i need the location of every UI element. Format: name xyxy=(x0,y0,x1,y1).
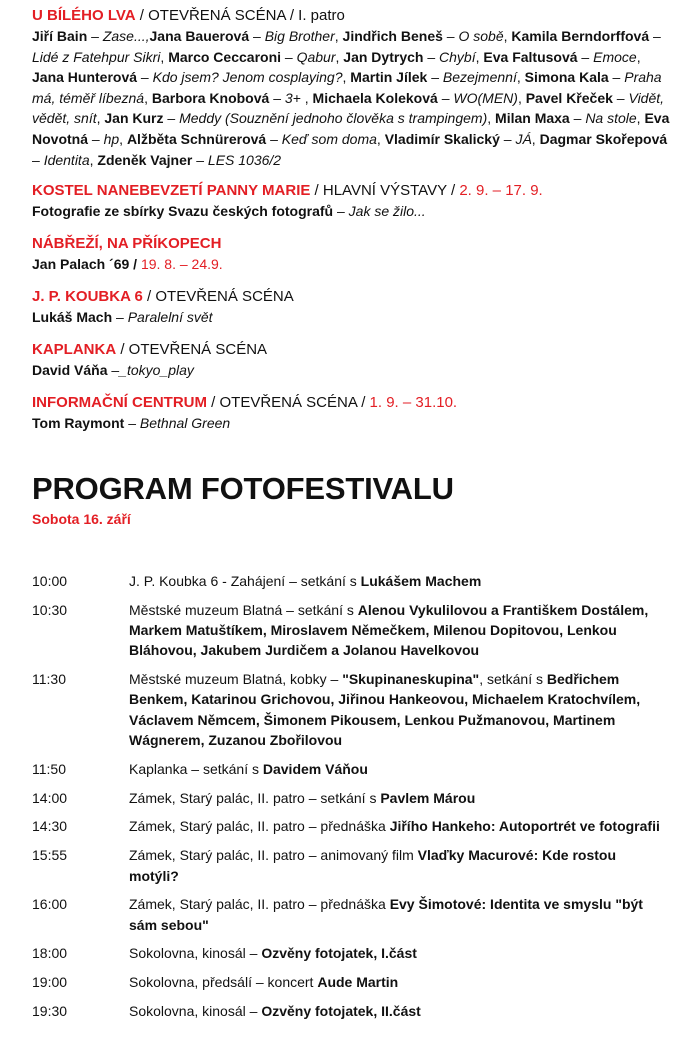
schedule-row xyxy=(32,788,672,808)
text-run: , xyxy=(119,130,127,147)
text-run: – xyxy=(333,203,349,220)
venue-informacni-centrum xyxy=(32,393,672,433)
exhibitors-list xyxy=(32,360,672,380)
text-run: , xyxy=(300,89,313,106)
venue-kostel xyxy=(32,181,672,221)
bold-text: Zdeněk Vajner xyxy=(97,151,193,168)
work-title: Identita xyxy=(43,151,90,168)
exhibitors-list xyxy=(32,413,672,433)
schedule-row xyxy=(32,571,672,591)
venue-dates: 1. 9. – 31.10. xyxy=(369,394,458,412)
text-run: – xyxy=(423,48,440,65)
venue-subtitle: / OTEVŘENÁ SCÉNA xyxy=(116,341,268,359)
work-title: Zase..., xyxy=(102,28,150,44)
text-run: Sokolovna, kinosál – xyxy=(129,1003,262,1020)
exhibitors-list xyxy=(32,254,672,274)
text-run: , xyxy=(636,48,641,65)
schedule-description xyxy=(129,669,669,750)
program-date: Sobota 16. září xyxy=(32,511,131,528)
schedule-row xyxy=(32,894,672,935)
bold-text: Jindřich Beneš xyxy=(342,28,443,44)
text-run: – xyxy=(87,28,103,44)
text-run: – xyxy=(649,28,661,44)
venue-heading xyxy=(32,340,672,360)
schedule-row xyxy=(32,600,672,661)
exhibitions-section xyxy=(32,6,672,528)
text-run: , xyxy=(376,130,385,147)
text-run: – xyxy=(107,362,120,379)
text-run: , xyxy=(475,48,484,65)
venue-heading xyxy=(32,6,672,26)
text-run: , xyxy=(487,110,496,127)
bold-text: Jiřího Hankeho: Autoportrét ve fotografii xyxy=(389,818,660,835)
schedule-row xyxy=(32,759,672,779)
bold-text: Lukáš Mach xyxy=(32,309,113,326)
schedule-description xyxy=(129,788,669,808)
bold-text: Simona Kala xyxy=(524,69,609,86)
work-title: Jak se žilo... xyxy=(348,203,426,220)
work-title: Emoce xyxy=(593,48,637,65)
work-title: Praha má, téměř líbezná xyxy=(32,69,662,106)
text-run: – xyxy=(608,69,625,86)
bold-text: Pavel Křeček xyxy=(525,89,613,106)
bold-text: Lukášem Machem xyxy=(360,573,482,589)
work-title: Paralelní svět xyxy=(127,309,213,326)
bold-text: Jana Hunterová xyxy=(32,69,138,86)
text-run: , xyxy=(335,48,344,65)
bold-text: Ozvěny fotojatek, II.část xyxy=(261,1003,421,1020)
venue-name: U BÍLÉHO LVA xyxy=(32,7,136,24)
venue-name: J. P. KOUBKA 6 xyxy=(32,288,143,306)
text-run: , xyxy=(144,89,152,106)
bold-text: Kamila Berndorffová xyxy=(511,28,650,44)
bold-text: Aude Martin xyxy=(317,974,399,991)
bold-text: Tom Raymont xyxy=(32,415,125,432)
bold-text: Jan Kurz xyxy=(104,110,164,127)
schedule-description xyxy=(129,943,669,963)
text-run: Zámek, Starý palác, II. patro – přednáška xyxy=(129,896,390,913)
venue-nabrezi xyxy=(32,234,672,274)
schedule-description xyxy=(129,759,669,779)
text-run: – xyxy=(124,415,140,432)
text-run: – xyxy=(88,130,104,147)
schedule-time: 11:30 xyxy=(32,671,66,688)
text-run: , xyxy=(96,110,105,127)
text-run: Zámek, Starý palác, II. patro – animovaný film xyxy=(129,847,418,864)
text-run: Městské muzeum Blatná – setkání s xyxy=(129,601,358,618)
schedule-time: 11:50 xyxy=(32,760,66,777)
schedule-row xyxy=(32,972,672,992)
bold-text: Ozvěny fotojatek, I.část xyxy=(261,945,417,962)
work-title: Chybí xyxy=(439,48,476,65)
text-run: – xyxy=(442,28,459,44)
bold-text: David Váňa xyxy=(32,362,108,379)
text-run: , xyxy=(503,28,512,44)
schedule-row xyxy=(32,1001,672,1021)
text-run: – xyxy=(427,69,443,86)
work-title: Big Brother xyxy=(264,28,335,44)
bold-text: Barbora Knobová xyxy=(151,89,270,106)
venue-subtitle: / OTEVŘENÁ SCÉNA xyxy=(142,288,294,306)
venue-subtitle: / HLAVNÍ VÝSTAVY / xyxy=(310,182,460,200)
text-run: , xyxy=(531,130,540,147)
bold-text: Vladimír Skalický xyxy=(384,130,500,147)
work-title: Lidé z Fatehpur Sikri xyxy=(32,48,161,65)
venue-koubka xyxy=(32,287,672,327)
venue-heading xyxy=(32,287,672,307)
schedule-description xyxy=(129,894,669,935)
venue-kaplanka xyxy=(32,340,672,380)
schedule-description xyxy=(129,600,669,661)
schedule-description xyxy=(129,845,669,886)
work-title: 3+ xyxy=(284,89,301,106)
work-title: hp xyxy=(103,130,120,147)
text-run: – xyxy=(577,48,594,65)
exhibitors-list xyxy=(32,201,672,221)
bold-text: Marco Ceccaroni xyxy=(168,48,282,65)
work-title: WO(MEN) xyxy=(453,89,518,106)
text-run: Zámek, Starý palác, II. patro – přednáška xyxy=(129,818,390,835)
work-title: O sobě xyxy=(458,28,504,44)
work-title: Vidět, vědět, snít xyxy=(32,89,665,127)
bold-text: Dagmar Skořepová xyxy=(539,130,668,147)
venue-heading xyxy=(32,234,672,254)
venue-name: KAPLANKA xyxy=(32,341,117,359)
schedule-time: 19:00 xyxy=(32,974,68,991)
bold-text: Evy Šimotové: Identita ve smyslu "být sám sebou" xyxy=(129,896,643,933)
work-title: JÁ xyxy=(515,130,532,147)
bold-text: Vlaďky Macurové: Kde rostou motýli? xyxy=(129,847,617,884)
schedule-description xyxy=(129,972,669,992)
schedule-description xyxy=(129,1001,669,1021)
program-title: PROGRAM FOTOFESTIVALU xyxy=(32,471,454,507)
bold-text: Fotografie ze sbírky Svazu českých fotografů xyxy=(32,203,334,220)
venue-subtitle: / OTEVŘENÁ SCÉNA / I. patro xyxy=(135,7,345,24)
schedule-description xyxy=(129,571,669,591)
work-title: Keď som doma xyxy=(281,130,377,147)
work-title: Bethnal Green xyxy=(139,415,231,432)
schedule-time: 16:00 xyxy=(32,896,68,913)
text-run: Městské muzeum Blatná, kobky – xyxy=(129,671,343,688)
text-run: Sokolovna, předsálí – koncert xyxy=(129,974,318,991)
bold-text: Jiří Bain xyxy=(32,28,88,44)
schedule-row xyxy=(32,943,672,963)
venue-name: INFORMAČNÍ CENTRUM xyxy=(32,394,207,412)
schedule-time: 18:00 xyxy=(32,945,68,962)
text-run: Zámek, Starý palác, II. patro – setkání s xyxy=(129,789,381,806)
bold-text: Alenou Vykulilovou a Františkem Dostálem, Markem Matuštíkem, Miroslavem Němečkem, Milenou Dopitovou, Lenkou Bláhovou, Jakubem Jurdičem a Jolanou Havelkovou xyxy=(129,601,649,659)
bold-text: Martin Jílek xyxy=(350,69,428,86)
schedule-time: 10:00 xyxy=(32,573,68,589)
text-run: , xyxy=(334,28,343,44)
text-run: – xyxy=(192,151,208,168)
bold-text: Jan Palach ´69 / xyxy=(32,256,138,273)
schedule-row xyxy=(32,816,672,836)
text-run: – xyxy=(32,151,44,168)
venue-dates: 2. 9. – 17. 9. xyxy=(459,182,543,200)
bold-text: Alžběta Schnürerová xyxy=(126,130,267,147)
work-title: Na stole xyxy=(585,110,637,127)
text-run: , xyxy=(342,69,351,86)
venue-heading xyxy=(32,393,672,413)
text-run: – xyxy=(112,309,128,326)
text-run: – xyxy=(163,110,180,127)
venue-u-bileho-lva xyxy=(32,6,672,170)
bold-text: Milan Maxa xyxy=(495,110,570,127)
schedule-time: 14:00 xyxy=(32,789,68,806)
schedule-time: 19:30 xyxy=(32,1003,68,1020)
bold-text: Pavlem Márou xyxy=(380,789,476,806)
text-run: – xyxy=(612,89,629,106)
venue-name: KOSTEL NANEBEVZETÍ PANNY MARIE xyxy=(32,182,311,200)
date-range: 19. 8. – 24.9. xyxy=(140,256,223,273)
schedule-time: 14:30 xyxy=(32,818,68,835)
text-run: Kaplanka – setkání s xyxy=(129,760,263,777)
venue-name: NÁBŘEŽÍ, NA PŘÍKOPECH xyxy=(32,235,222,253)
text-run: , xyxy=(636,110,645,127)
text-run: , setkání s xyxy=(479,671,547,688)
text-run: , xyxy=(517,89,526,106)
schedule-description xyxy=(129,816,669,836)
venue-subtitle: / OTEVŘENÁ SCÉNA / xyxy=(206,394,370,412)
schedule-time: 15:55 xyxy=(32,847,68,864)
bold-text: Jana Bauerová xyxy=(149,28,250,44)
work-title: Qabur xyxy=(296,48,336,65)
text-run: Sokolovna, kinosál – xyxy=(129,945,262,962)
schedule-row xyxy=(32,845,672,886)
text-run: J. P. Koubka 6 - Zahájení – setkání s xyxy=(129,573,361,589)
bold-text: Eva Faltusová xyxy=(483,48,578,65)
text-run: – xyxy=(249,28,265,44)
work-title: Bezejmenní xyxy=(442,69,517,86)
work-title: Kdo jsem? Jenom cosplaying? xyxy=(152,69,343,86)
text-run: – xyxy=(269,89,285,106)
bold-text: Davidem Váňou xyxy=(262,760,368,777)
bold-text: Michaela Koleková xyxy=(312,89,438,106)
work-title: _tokyo_play xyxy=(119,362,194,379)
text-run: – xyxy=(266,130,282,147)
bold-text: Jan Dytrych xyxy=(343,48,424,65)
venue-heading xyxy=(32,181,672,201)
exhibitors-list xyxy=(32,307,672,327)
text-run: – xyxy=(499,130,516,147)
schedule-time: 10:30 xyxy=(32,601,68,618)
bold-text: "Skupinaneskupina" xyxy=(342,671,480,688)
text-run: – xyxy=(137,69,153,86)
bold-text: Eva Novotná xyxy=(32,110,670,147)
program-schedule xyxy=(32,571,672,1030)
text-run: – xyxy=(569,110,586,127)
text-run: , xyxy=(89,151,98,168)
work-title: LES 1036/2 xyxy=(207,151,282,168)
text-run: – xyxy=(281,48,297,65)
text-run: – xyxy=(437,89,454,106)
text-run: , xyxy=(516,69,525,86)
work-title: Meddy (Souznění jednoho člověka s trampingem) xyxy=(179,110,488,127)
schedule-row xyxy=(32,669,672,750)
exhibitors-list xyxy=(32,26,672,170)
bold-text: Bedřichem Benkem, Katarinou Grichovou, Jiřinou Hankeovou, Michaelem Kratochvílem, Václavem Němcem, Šimonem Pikousem, Lenkou Pužmanovou, Martinem Wágnerem, Zuzanou Zbořilovou xyxy=(129,671,641,749)
text-run: , xyxy=(160,48,169,65)
